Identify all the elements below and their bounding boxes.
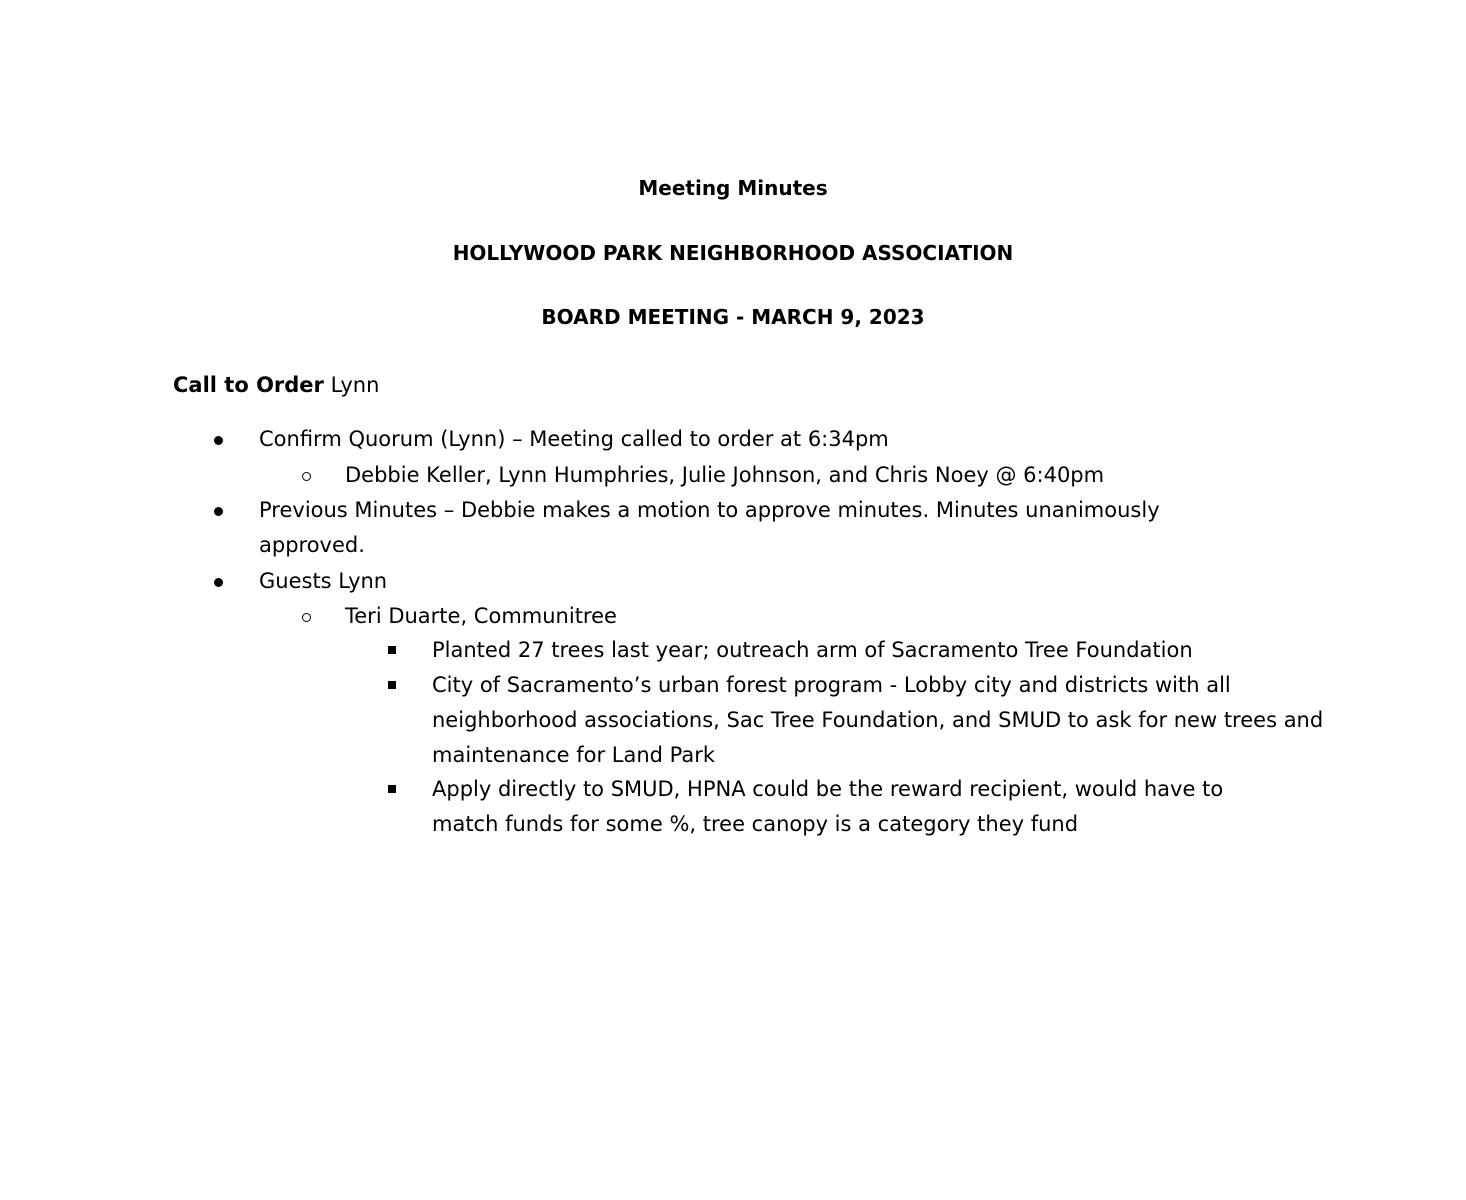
square-bullet-icon <box>388 668 396 703</box>
meeting-heading: BOARD MEETING - MARCH 9, 2023 <box>541 305 925 329</box>
list-item: Confirm Quorum (Lynn) – Meeting called to order at 6:34pm <box>259 427 889 451</box>
call-to-order-person: Lynn <box>330 373 380 397</box>
call-to-order-label: Call to Order <box>173 373 324 397</box>
list-item: Teri Duarte, Communitree <box>345 604 617 628</box>
list-item: City of Sacramento’s urban forest program - Lobby city and districts with all neighborhood associations, Sac Tree Foundation, and SMUD to ask for new trees and maintenance for Land Park <box>432 673 1324 767</box>
bullet-icon <box>214 422 223 457</box>
list-item: Guests Lynn <box>259 569 388 593</box>
organization-heading: HOLLYWOOD PARK NEIGHBORHOOD ASSOCIATION <box>452 241 1014 265</box>
list-item: Previous Minutes – Debbie makes a motion to approve minutes. Minutes unanimously approved. <box>259 498 1160 557</box>
circle-bullet-icon <box>302 599 311 634</box>
list-item: Debbie Keller, Lynn Humphries, Julie Johnson, and Chris Noey @ 6:40pm <box>345 463 1105 487</box>
circle-bullet-icon <box>302 458 311 493</box>
square-bullet-icon <box>388 772 396 807</box>
bullet-icon <box>214 564 223 599</box>
call-to-order <box>173 372 379 398</box>
document-title: Meeting Minutes <box>638 176 828 200</box>
list-item: Planted 27 trees last year; outreach arm of Sacramento Tree Foundation <box>432 638 1193 662</box>
list-item: Apply directly to SMUD, HPNA could be the reward recipient, would have to match funds for some %, tree canopy is a category they fund <box>432 777 1224 836</box>
square-bullet-icon <box>388 633 396 668</box>
bullet-icon <box>214 493 223 528</box>
